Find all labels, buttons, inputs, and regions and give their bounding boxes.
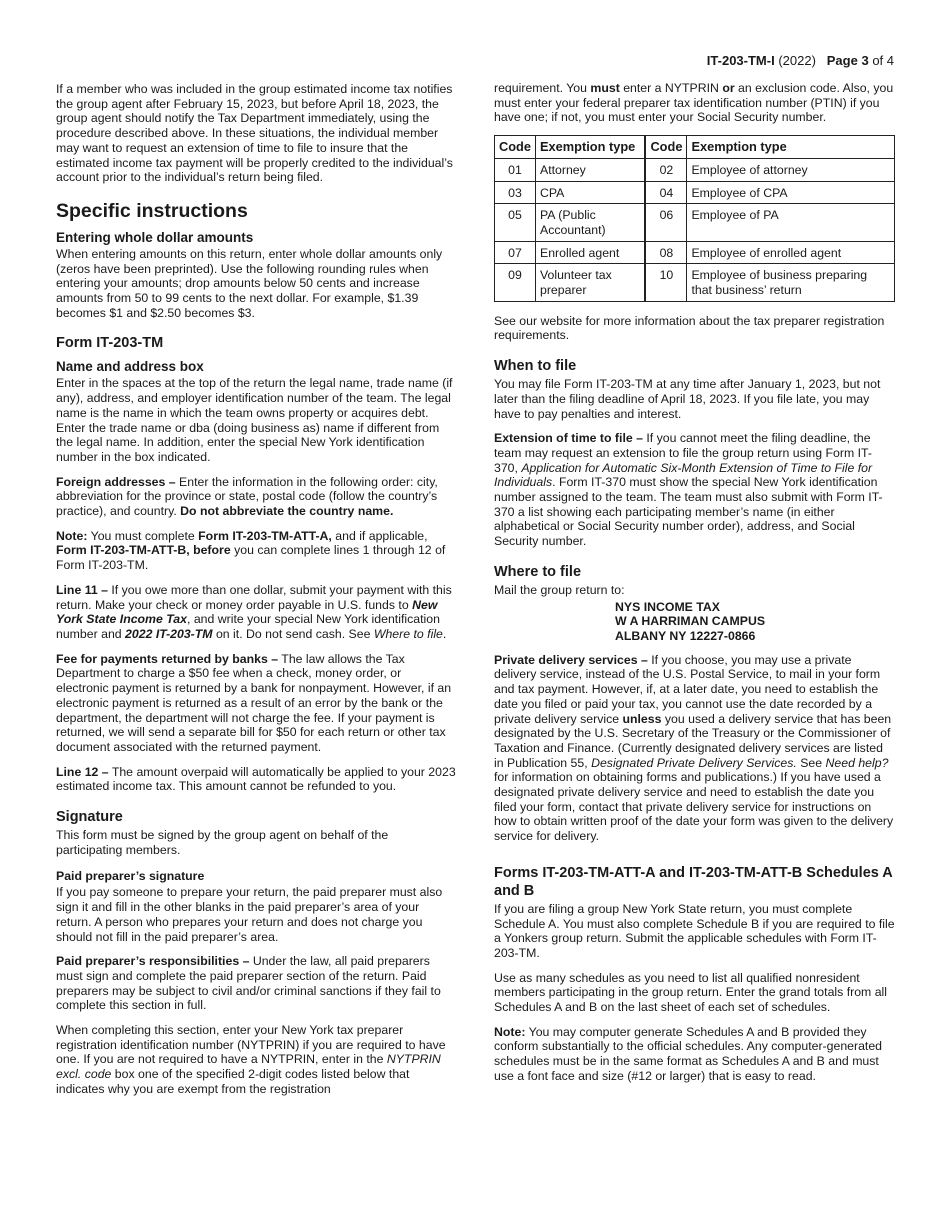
line11-paragraph bbox=[56, 583, 456, 642]
signature-text: This form must be signed by the group agent on behalf of the participating members. bbox=[56, 828, 389, 857]
exemption-table bbox=[494, 135, 895, 302]
table-cell-code: 05 bbox=[495, 204, 536, 241]
table-cell-type: Employee of attorney bbox=[687, 158, 895, 181]
where-to-file-text: Mail the group return to: bbox=[494, 582, 625, 597]
website-text: See our website for more information about the tax preparer registration requirements. bbox=[494, 313, 885, 343]
page-header bbox=[707, 53, 894, 69]
extension-text-1: If you cannot meet the filing deadline, the team may request an extension to file the group return using Form IT-370, bbox=[494, 431, 872, 475]
table-cell-code: 03 bbox=[495, 181, 536, 204]
intro-paragraph: If a member who was included in the group estimated income tax notifies the group agent after February 15, 2023, but before April 18, 2023, the group agent should notify the Tax Department immediately, using the procedure described above. In these situations, the individual member may want to request an extension of time to file to insure that the estimated income tax payment will be properly credited to the individual’s account prior to the individual’s return being filed. bbox=[56, 82, 453, 185]
extension-text-2: . Form IT-370 must show the special New York identification number assigned to the team. The team must also submit with Form IT-370 a list showing each participating member’s name (in either alphabetical or Social Security number order), address, and Social Security number. bbox=[494, 475, 883, 549]
right-column bbox=[494, 81, 895, 1094]
foreign-label: Foreign addresses – bbox=[56, 474, 176, 489]
note-bold-1: Form IT-203-TM-ATT-A, bbox=[198, 528, 332, 543]
line11-bolditalic-2: 2022 IT-203-TM bbox=[125, 626, 213, 641]
table-header-type: Exemption type bbox=[687, 136, 895, 159]
line11-label: Line 11 – bbox=[56, 582, 108, 597]
table-cell-type: Enrolled agent bbox=[536, 241, 646, 264]
note2-paragraph bbox=[494, 1025, 895, 1084]
note-text-3: you can complete lines 1 through 12 of Form IT-203-TM. bbox=[56, 543, 446, 573]
table-cell-code: 04 bbox=[645, 181, 687, 204]
pds-text-1: If you choose, you may use a private delivery service, instead of the U.S. Postal Service, to mail in your form and tax payment. However, if, at a later date, you need to establish the date you filed or paid your tax, you cannot use the date recorded by a private delivery service bbox=[494, 652, 881, 726]
table-header-code: Code bbox=[495, 136, 536, 159]
pds-text-2: you used a delivery service that has been designated by the U.S. Secretary of the Treasury or the Commissioner of Taxation and Finance. (Currently designated delivery services are listed in Publication 55, bbox=[494, 711, 892, 770]
name-address-text: Enter in the spaces at the top of the return the legal name, trade name (if any), address, and employer identification number of the team. The legal name is the name in which the team owns property or acquires debt. Enter the trade name or dba (doing business as) name if different from the legal name. In addition, enter the special New York identification number in the box indicated. bbox=[56, 376, 453, 464]
fee-paragraph bbox=[56, 652, 456, 755]
address-line: ALBANY NY 12227-0866 bbox=[615, 628, 756, 643]
table-cell-type: CPA bbox=[536, 181, 646, 204]
table-cell-type: Employee of enrolled agent bbox=[687, 241, 895, 264]
table-cell-type: Employee of PA bbox=[687, 204, 895, 241]
table-cell-code: 02 bbox=[645, 158, 687, 181]
note-text-2: and if applicable, bbox=[331, 528, 428, 543]
signature-heading: Signature bbox=[56, 809, 123, 826]
pds-label: Private delivery services – bbox=[494, 652, 648, 667]
table-header-row bbox=[495, 136, 895, 159]
line11-bolditalic-1: New York State Income Tax bbox=[56, 597, 438, 627]
note-label: Note: bbox=[56, 528, 88, 543]
line12-text: The amount overpaid will automatically be applied to your 2023 estimated income tax. This amount cannot be refunded to you. bbox=[56, 764, 456, 794]
pds-italic-1: Designated Private Delivery Services. bbox=[591, 755, 797, 770]
nytprin-text-2: box one of the specified 2-digit codes listed below that indicates why you are exempt from the registration bbox=[56, 1067, 410, 1096]
responsibilities-paragraph bbox=[56, 954, 456, 1013]
mailing-address bbox=[615, 600, 895, 644]
table-cell-code: 09 bbox=[495, 264, 536, 301]
pds-text-4: for information on obtaining forms and publications.) If you have used a designated private delivery service and need to establish the date you filed your form, contact that private delivery service for instructions on how to obtain written proof of the date your form was given to the delivery service for delivery. bbox=[494, 770, 894, 844]
pds-italic-2: Need help? bbox=[825, 755, 889, 770]
specific-instructions-heading: Specific instructions bbox=[56, 199, 248, 222]
page-number: 3 bbox=[861, 53, 869, 68]
foreign-bold: Do not abbreviate the country name. bbox=[180, 504, 394, 519]
cont-bold-1: must bbox=[590, 81, 620, 95]
fee-label: Fee for payments returned by banks – bbox=[56, 651, 279, 666]
table-row bbox=[495, 181, 895, 204]
when-to-file-heading: When to file bbox=[494, 358, 577, 375]
form-it203tm-heading: Form IT-203-TM bbox=[56, 335, 164, 352]
extension-italic: Application for Automatic Six-Month Extension of Time to File for Individuals bbox=[494, 460, 873, 490]
page-label: Page bbox=[826, 53, 858, 68]
note-text-1: You must complete bbox=[87, 528, 199, 543]
extension-label: Extension of time to file – bbox=[494, 431, 643, 446]
note2-label: Note: bbox=[494, 1024, 526, 1039]
form-id: IT-203-TM-I bbox=[706, 53, 775, 68]
preparer-signature-text: If you pay someone to prepare your return, the paid preparer must also sign it and fill in the other blanks in the paid preparer’s area of your return. A person who prepares your return and does not charge you should not fill in the paid preparer’s area. bbox=[56, 885, 443, 944]
where-to-file-heading: Where to file bbox=[494, 563, 582, 580]
table-header-type: Exemption type bbox=[536, 136, 646, 159]
whole-dollar-text: When entering amounts on this return, enter whole dollar amounts only (zeros have been preprinted). Use the following rounding rules when entering your amounts; drop amounts below 50 cents and increase amounts from 50 to 99 cents to the next dollar. For example, $1.39 becomes $1 and $2.50 becomes $3. bbox=[56, 246, 443, 320]
foreign-text: Enter the information in the following order: city, abbreviation for the province or state, postal code (follow the country’s practice), and country. bbox=[56, 474, 438, 519]
preparer-signature-heading: Paid preparer’s signature bbox=[56, 869, 205, 884]
name-address-heading: Name and address box bbox=[56, 359, 204, 375]
cont-text-2: enter a NYTPRIN bbox=[619, 81, 723, 95]
address-line: W A HARRIMAN CAMPUS bbox=[615, 614, 766, 629]
extension-paragraph bbox=[494, 431, 895, 549]
note-paragraph bbox=[56, 529, 456, 573]
forms-text-1: If you are filing a group New York State return, you must complete Schedule A. You must also complete Schedule B if you are required to file a Yonkers group return. Submit the applicable schedules with Form IT-203-TM. bbox=[494, 901, 895, 960]
table-row bbox=[495, 241, 895, 264]
table-cell-type: PA (Public Accountant) bbox=[536, 204, 646, 241]
forms-text-2: Use as many schedules as you need to list all qualified nonresident members participating in the group return. Enter the grand totals from all Schedules A and B on the last sheet of each set of schedules. bbox=[494, 970, 888, 1015]
table-row bbox=[495, 204, 895, 241]
responsibilities-text: Under the law, all paid preparers must sign and complete the paid preparer section of the return. Paid preparers may be subject to civil and/or criminal sanctions if they fail to complete this section in full. bbox=[56, 954, 441, 1013]
foreign-addresses-paragraph bbox=[56, 475, 456, 519]
pds-bold: unless bbox=[622, 711, 662, 726]
table-cell-type: Employee of business preparing that business’ return bbox=[687, 264, 895, 301]
table-cell-type: Attorney bbox=[536, 158, 646, 181]
where-to-file-reference: Where to file bbox=[373, 626, 443, 641]
table-cell-code: 01 bbox=[495, 158, 536, 181]
note2-text: You may computer generate Schedules A and B provided they conform substantially to the official schedules. Any computer-generated schedules must be in the same format as Schedules A and B and must use a font face and size (#12 or larger) that is easy to read. bbox=[494, 1024, 883, 1083]
fee-text: The law allows the Tax Department to charge a $50 fee when a check, money order, or electronic payment is returned by a bank for nonpayment. However, if an electronic payment is returned as a result of an error by the bank or the department, the department will not charge the fee. If your payment is returned, we will send a separate bill for $50 for each return or other tax document associated with the returned payment. bbox=[56, 651, 452, 754]
when-to-file-text: You may file Form IT-203-TM at any time after January 1, 2023, but not later than the filing deadline of April 18, 2023. If you file late, you may have to pay penalties and interest. bbox=[494, 377, 881, 421]
table-cell-type: Volunteer tax preparer bbox=[536, 264, 646, 301]
forms-schedules-heading: Forms IT-203-TM-ATT-A and IT-203-TM-ATT-B Schedules A and B bbox=[494, 864, 893, 899]
line11-text-2: , and write your special New York identification number and bbox=[56, 612, 440, 641]
form-year: (2022) bbox=[778, 53, 816, 68]
private-delivery-paragraph bbox=[494, 653, 895, 844]
note-bold-2: Form IT-203-TM-ATT-B, before bbox=[56, 543, 231, 558]
line11-text-1: If you owe more than one dollar, submit your payment with this return. Make your check or money order payable in U.S. funds to bbox=[56, 582, 452, 612]
line12-label: Line 12 – bbox=[56, 764, 109, 779]
responsibilities-label: Paid preparer’s responsibilities – bbox=[56, 954, 250, 969]
cont-text-1: requirement. You bbox=[494, 81, 591, 95]
table-cell-code: 07 bbox=[495, 241, 536, 264]
table-cell-type: Employee of CPA bbox=[687, 181, 895, 204]
nytprin-text-1: When completing this section, enter your New York tax preparer registration identification number (NYTPRIN) if you are required to have one. If you are not required to have a NYTPRIN, enter in the bbox=[56, 1023, 446, 1067]
continued-paragraph bbox=[494, 81, 895, 125]
page-of: of 4 bbox=[872, 53, 894, 68]
cont-bold-2: or bbox=[722, 81, 735, 95]
line11-text-3: on it. Do not send cash. See bbox=[212, 626, 374, 641]
line11-text-4: . bbox=[442, 626, 447, 641]
table-row bbox=[495, 264, 895, 301]
cont-text-3: an exclusion code. Also, you must enter your federal preparer tax identification number (PTIN) if you have one; if not, you must enter your Social Security number. bbox=[494, 81, 894, 125]
address-line: NYS INCOME TAX bbox=[615, 599, 720, 614]
whole-dollar-heading: Entering whole dollar amounts bbox=[56, 229, 254, 245]
nytprin-italic: NYTPRIN excl. code bbox=[56, 1052, 441, 1082]
table-cell-code: 08 bbox=[645, 241, 687, 264]
line12-paragraph bbox=[56, 765, 456, 794]
nytprin-paragraph bbox=[56, 1023, 456, 1097]
table-header-code: Code bbox=[645, 136, 687, 159]
table-cell-code: 10 bbox=[645, 264, 687, 301]
left-column bbox=[56, 82, 456, 1107]
table-row bbox=[495, 158, 895, 181]
pds-text-3: See bbox=[796, 755, 826, 770]
table-cell-code: 06 bbox=[645, 204, 687, 241]
